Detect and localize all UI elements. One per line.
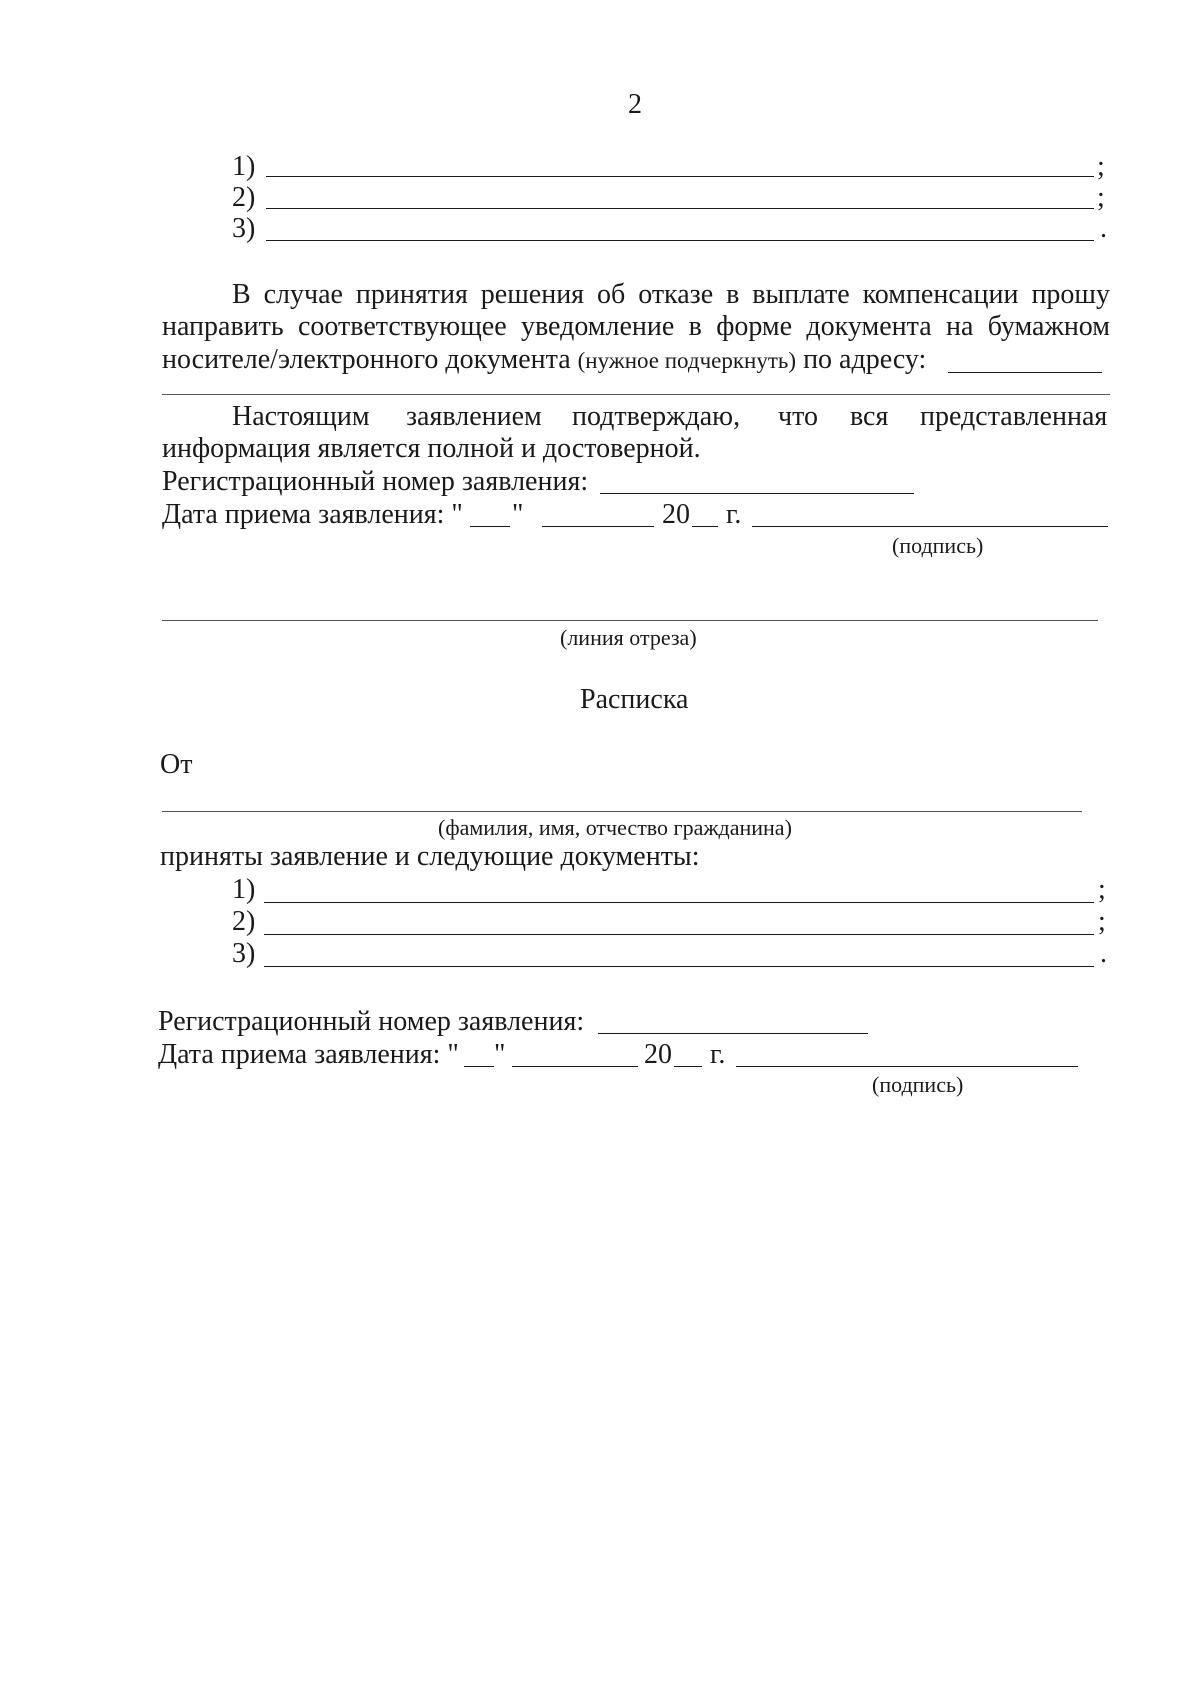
confirmation-word: Настоящим bbox=[232, 401, 370, 432]
list-item-blank bbox=[264, 966, 1094, 967]
refusal-line-3 bbox=[162, 343, 926, 378]
receipt-date-label: Дата приема заявления: " bbox=[158, 1039, 459, 1070]
date-month-blank bbox=[542, 526, 654, 527]
list-item-number: 3) bbox=[232, 938, 256, 969]
confirmation-line-2: информация является полной и достоверной. bbox=[162, 433, 701, 464]
refusal-line-2: направить соответствующее уведомление в форме документа на бумажном bbox=[162, 311, 1110, 342]
receipt-signature-caption: (подпись) bbox=[872, 1072, 964, 1097]
confirmation-word: что bbox=[778, 401, 818, 432]
list-item-number: 1) bbox=[232, 151, 256, 182]
receipt-date-month-blank bbox=[512, 1066, 638, 1067]
list-item-number: 2) bbox=[232, 182, 256, 213]
list-item-blank bbox=[264, 934, 1094, 935]
date-day-blank bbox=[470, 526, 510, 527]
list-item-end: ; bbox=[1098, 906, 1106, 937]
list-item-end: ; bbox=[1097, 151, 1105, 182]
receipt-name-blank bbox=[162, 811, 1082, 812]
cut-line-caption: (линия отреза) bbox=[560, 625, 697, 650]
confirmation-word: представленная bbox=[920, 401, 1108, 432]
list-item-end: ; bbox=[1098, 874, 1106, 905]
address-blank bbox=[948, 372, 1102, 373]
receipt-name-caption: (фамилия, имя, отчество гражданина) bbox=[438, 815, 792, 840]
receipt-reg-number-blank bbox=[598, 1033, 868, 1034]
receipt-date-quote-close: " bbox=[494, 1039, 506, 1070]
confirmation-word: вся bbox=[850, 401, 889, 432]
list-item-blank bbox=[266, 208, 1094, 209]
list-item-end: . bbox=[1100, 938, 1107, 969]
confirmation-word: подтверждаю, bbox=[572, 401, 741, 432]
refusal-line-1: В случае принятия решения об отказе в выплате компенсации прошу bbox=[232, 279, 1110, 310]
refusal-line-3-note: (нужное подчеркнуть) bbox=[577, 348, 797, 373]
date-label: Дата приема заявления: " bbox=[162, 499, 463, 530]
list-item-end: . bbox=[1100, 213, 1107, 244]
list-item-number: 3) bbox=[232, 213, 256, 244]
reg-number-blank bbox=[600, 493, 914, 494]
address-blank-full bbox=[162, 394, 1110, 395]
receipt-signature-blank bbox=[736, 1066, 1078, 1067]
date-year-suffix: г. bbox=[726, 499, 742, 530]
receipt-date-year-blank bbox=[674, 1066, 702, 1067]
receipt-reg-number-label: Регистрационный номер заявления: bbox=[158, 1006, 585, 1037]
receipt-date-day-blank bbox=[464, 1066, 494, 1067]
receipt-date-year-prefix: 20 bbox=[644, 1039, 672, 1070]
signature-blank bbox=[752, 526, 1108, 527]
receipt-from-label: От bbox=[160, 749, 193, 780]
confirmation-word: заявлением bbox=[406, 401, 542, 432]
cut-line bbox=[162, 620, 1098, 621]
receipt-accepted-text: приняты заявление и следующие документы: bbox=[160, 841, 700, 872]
signature-caption: (подпись) bbox=[892, 533, 984, 558]
refusal-line-3-address-label: по адресу: bbox=[803, 344, 927, 375]
date-year-blank bbox=[692, 526, 718, 527]
page-number: 2 bbox=[628, 89, 642, 120]
date-year-prefix: 20 bbox=[662, 499, 690, 530]
list-item-number: 2) bbox=[232, 906, 256, 937]
receipt-title: Расписка bbox=[580, 684, 689, 715]
list-item-blank bbox=[264, 902, 1094, 903]
receipt-date-year-suffix: г. bbox=[710, 1039, 726, 1070]
list-item-blank bbox=[266, 176, 1094, 177]
list-item-end: ; bbox=[1097, 182, 1105, 213]
date-quote-close: " bbox=[512, 499, 524, 530]
refusal-line-3-text: носителе/электронного документа bbox=[162, 344, 571, 375]
reg-number-label: Регистрационный номер заявления: bbox=[162, 466, 589, 497]
list-item-blank bbox=[266, 240, 1094, 241]
list-item-number: 1) bbox=[232, 874, 256, 905]
